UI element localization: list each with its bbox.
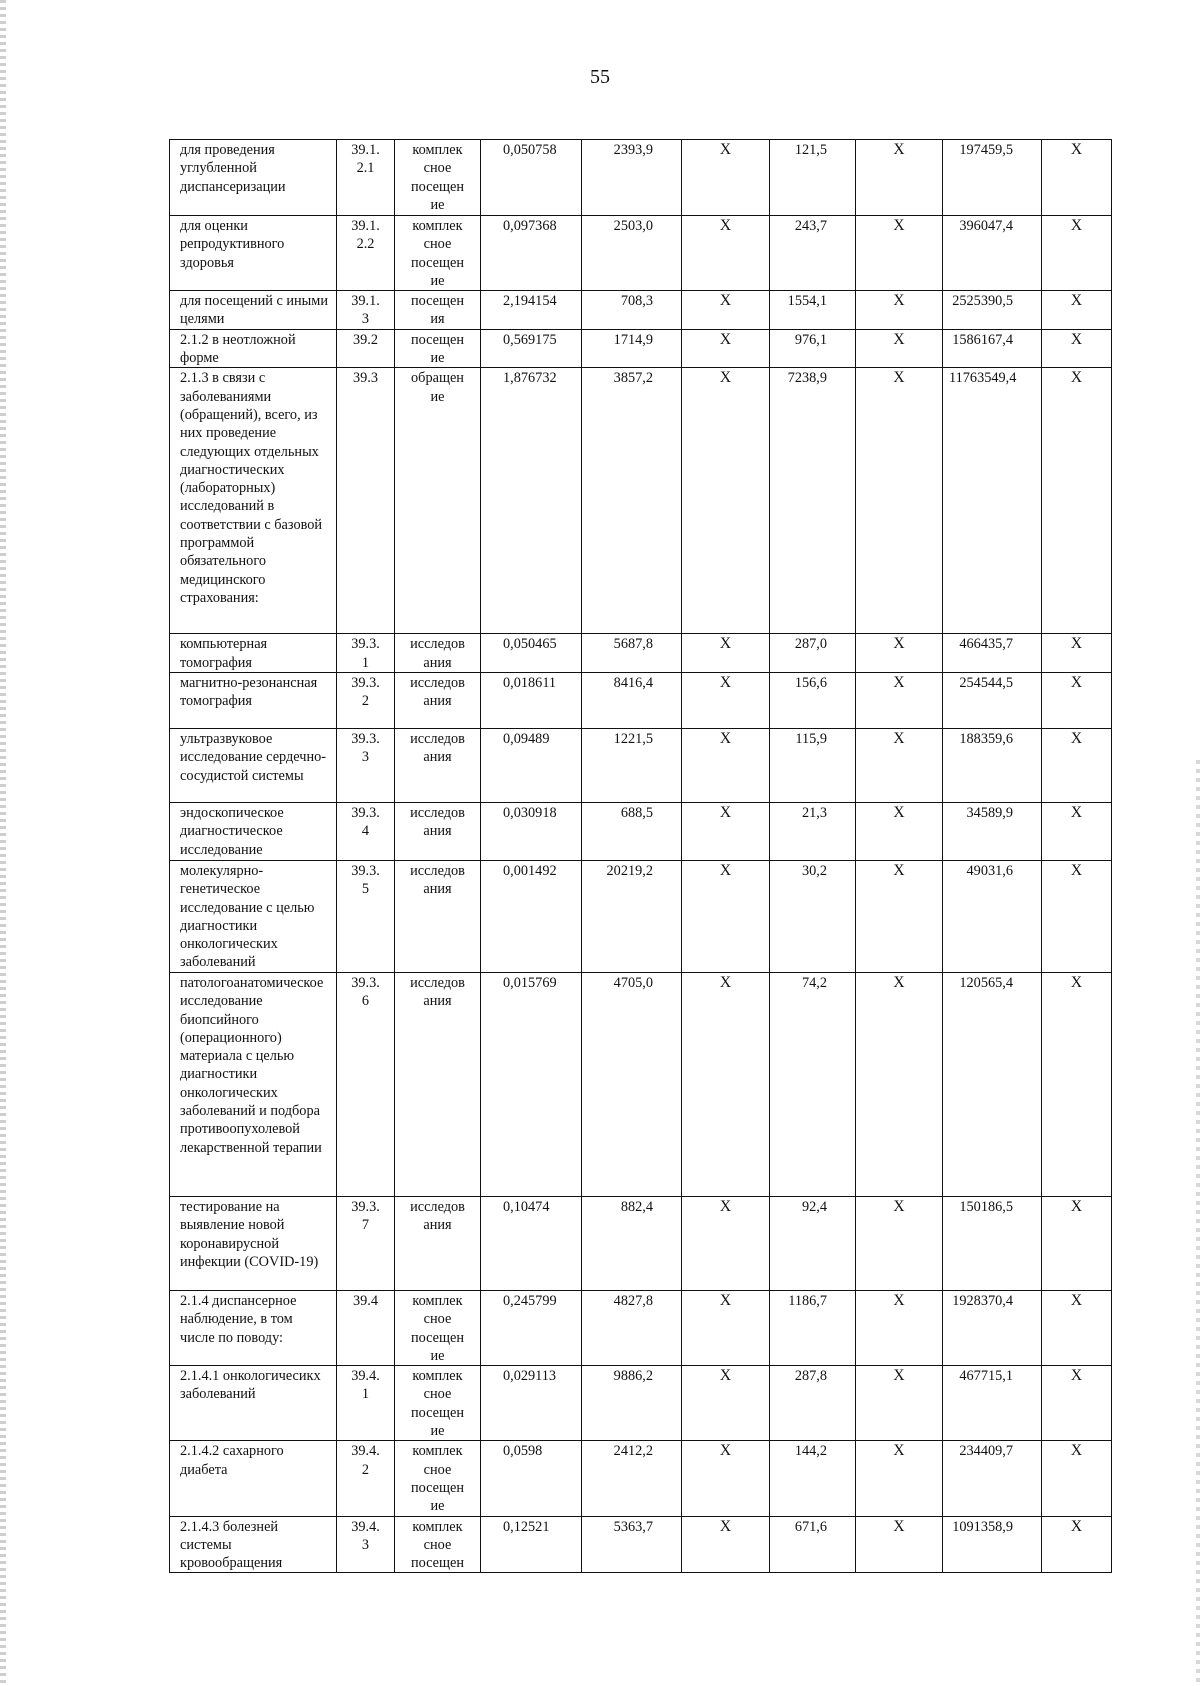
row-value-cell: 976,1: [770, 329, 856, 368]
row-total-cell: 11763549,4: [943, 368, 1042, 634]
row-cost-cell: 2393,9: [582, 140, 682, 216]
row-norm-cell: 0,10474: [481, 1196, 582, 1290]
row-total-cell: 150186,5: [943, 1196, 1042, 1290]
table-row: [170, 634, 1112, 673]
row-cost-cell: 4705,0: [582, 972, 682, 1196]
row-unit-cell: исследов ания: [395, 728, 481, 802]
row-code-cell: 39.4: [337, 1290, 395, 1365]
row-name-cell: 2.1.4 диспансерное наблюдение, в том числе по поводу:: [170, 1290, 337, 1365]
row-name-cell: 2.1.3 в связи с заболеваниями (обращений), всего, из них проведение следующих отдельных диагностических (лабораторных) исследований в соответствии с базовой программой обязательного медицинского страхования:: [170, 368, 337, 634]
row-total-cell: 1928370,4: [943, 1290, 1042, 1365]
row-value-cell: 287,0: [770, 634, 856, 673]
table-row: [170, 1441, 1112, 1516]
row-norm-cell: 0,001492: [481, 860, 582, 972]
row-total-cell: 1091358,9: [943, 1516, 1042, 1573]
row-x-cell: Х: [682, 329, 770, 368]
page-number: 55: [590, 66, 610, 88]
row-code-cell: 39.3. 3: [337, 728, 395, 802]
table-row: [170, 1290, 1112, 1365]
row-unit-cell: обращен ие: [395, 368, 481, 634]
row-x-cell: Х: [856, 1441, 943, 1516]
row-total-cell: 234409,7: [943, 1441, 1042, 1516]
row-code-cell: 39.1. 2.2: [337, 216, 395, 291]
row-x-cell: Х: [682, 634, 770, 673]
row-x-cell: Х: [682, 140, 770, 216]
row-value-cell: 1554,1: [770, 291, 856, 330]
row-norm-cell: 0,569175: [481, 329, 582, 368]
row-name-cell: компьютерная томография: [170, 634, 337, 673]
row-x-cell: Х: [856, 860, 943, 972]
row-value-cell: 243,7: [770, 216, 856, 291]
row-code-cell: 39.3: [337, 368, 395, 634]
row-x-cell: Х: [856, 1366, 943, 1441]
row-total-cell: 49031,6: [943, 860, 1042, 972]
row-value-cell: 1186,7: [770, 1290, 856, 1365]
row-x-cell: Х: [856, 634, 943, 673]
row-total-cell: 120565,4: [943, 972, 1042, 1196]
row-x-cell: Х: [856, 368, 943, 634]
row-x-cell: Х: [1042, 972, 1112, 1196]
row-x-cell: Х: [1042, 802, 1112, 860]
row-norm-cell: 0,12521: [481, 1516, 582, 1573]
row-norm-cell: 0,09489: [481, 728, 582, 802]
row-x-cell: Х: [682, 1196, 770, 1290]
row-norm-cell: 0,050758: [481, 140, 582, 216]
row-name-cell: 2.1.4.1 онкологичесикх заболеваний: [170, 1366, 337, 1441]
row-norm-cell: 2,194154: [481, 291, 582, 330]
row-x-cell: Х: [682, 728, 770, 802]
row-name-cell: 2.1.2 в неотложной форме: [170, 329, 337, 368]
row-cost-cell: 1221,5: [582, 728, 682, 802]
row-norm-cell: 0,015769: [481, 972, 582, 1196]
row-code-cell: 39.4. 1: [337, 1366, 395, 1441]
row-name-cell: для оценки репродуктивного здоровья: [170, 216, 337, 291]
row-total-cell: 254544,5: [943, 672, 1042, 728]
row-name-cell: патологоанатомическое исследование биопсийного (операционного) материала с целью диагностики онкологических заболеваний и подбора противоопухолевой лекарственной терапии: [170, 972, 337, 1196]
row-x-cell: Х: [1042, 1516, 1112, 1573]
row-code-cell: 39.1. 2.1: [337, 140, 395, 216]
row-code-cell: 39.4. 2: [337, 1441, 395, 1516]
row-cost-cell: 2503,0: [582, 216, 682, 291]
row-name-cell: ультразвуковое исследование сердечно-сосудистой системы: [170, 728, 337, 802]
row-total-cell: 188359,6: [943, 728, 1042, 802]
row-x-cell: Х: [682, 972, 770, 1196]
row-x-cell: Х: [682, 1441, 770, 1516]
row-norm-cell: 0,245799: [481, 1290, 582, 1365]
row-value-cell: 21,3: [770, 802, 856, 860]
row-x-cell: Х: [1042, 728, 1112, 802]
row-x-cell: Х: [1042, 140, 1112, 216]
row-cost-cell: 2412,2: [582, 1441, 682, 1516]
row-value-cell: 30,2: [770, 860, 856, 972]
row-cost-cell: 5687,8: [582, 634, 682, 673]
row-value-cell: 156,6: [770, 672, 856, 728]
row-value-cell: 7238,9: [770, 368, 856, 634]
row-code-cell: 39.3. 7: [337, 1196, 395, 1290]
row-x-cell: Х: [682, 216, 770, 291]
row-code-cell: 39.3. 6: [337, 972, 395, 1196]
row-unit-cell: комплек сное посещен ие: [395, 1441, 481, 1516]
row-code-cell: 39.3. 5: [337, 860, 395, 972]
table-row: [170, 329, 1112, 368]
row-norm-cell: 0,050465: [481, 634, 582, 673]
row-unit-cell: комплек сное посещен ие: [395, 140, 481, 216]
row-unit-cell: комплек сное посещен: [395, 1516, 481, 1573]
row-x-cell: Х: [1042, 860, 1112, 972]
row-unit-cell: комплек сное посещен ие: [395, 216, 481, 291]
row-x-cell: Х: [856, 672, 943, 728]
row-cost-cell: 4827,8: [582, 1290, 682, 1365]
row-cost-cell: 3857,2: [582, 368, 682, 634]
row-x-cell: Х: [856, 1516, 943, 1573]
row-name-cell: 2.1.4.3 болезней системы кровообращения: [170, 1516, 337, 1573]
table-row: [170, 216, 1112, 291]
data-table: [169, 139, 1112, 1573]
table-row: [170, 1516, 1112, 1573]
row-total-cell: 1586167,4: [943, 329, 1042, 368]
row-x-cell: Х: [1042, 634, 1112, 673]
row-unit-cell: исследов ания: [395, 802, 481, 860]
table-row: [170, 672, 1112, 728]
row-total-cell: 197459,5: [943, 140, 1042, 216]
row-total-cell: 467715,1: [943, 1366, 1042, 1441]
row-name-cell: эндоскопическое диагностическое исследование: [170, 802, 337, 860]
row-x-cell: Х: [682, 860, 770, 972]
table-row: [170, 972, 1112, 1196]
row-norm-cell: 0,097368: [481, 216, 582, 291]
table-row: [170, 1366, 1112, 1441]
row-value-cell: 671,6: [770, 1516, 856, 1573]
row-value-cell: 121,5: [770, 140, 856, 216]
row-x-cell: Х: [856, 329, 943, 368]
row-x-cell: Х: [856, 728, 943, 802]
row-code-cell: 39.1. 3: [337, 291, 395, 330]
row-x-cell: Х: [1042, 1290, 1112, 1365]
row-code-cell: 39.2: [337, 329, 395, 368]
row-unit-cell: комплек сное посещен ие: [395, 1366, 481, 1441]
table-row: [170, 728, 1112, 802]
row-total-cell: 34589,9: [943, 802, 1042, 860]
row-unit-cell: посещен ие: [395, 329, 481, 368]
row-value-cell: 287,8: [770, 1366, 856, 1441]
row-code-cell: 39.3. 4: [337, 802, 395, 860]
row-x-cell: Х: [1042, 216, 1112, 291]
row-norm-cell: 0,018611: [481, 672, 582, 728]
row-x-cell: Х: [856, 216, 943, 291]
row-unit-cell: исследов ания: [395, 1196, 481, 1290]
row-x-cell: Х: [682, 1366, 770, 1441]
row-x-cell: Х: [1042, 672, 1112, 728]
row-x-cell: Х: [856, 1290, 943, 1365]
row-x-cell: Х: [682, 1516, 770, 1573]
row-unit-cell: исследов ания: [395, 634, 481, 673]
row-x-cell: Х: [856, 291, 943, 330]
row-cost-cell: 9886,2: [582, 1366, 682, 1441]
table-row: [170, 291, 1112, 330]
row-x-cell: Х: [682, 802, 770, 860]
row-x-cell: Х: [856, 802, 943, 860]
row-value-cell: 115,9: [770, 728, 856, 802]
row-value-cell: 74,2: [770, 972, 856, 1196]
row-x-cell: Х: [1042, 1196, 1112, 1290]
row-name-cell: магнитно-резонансная томография: [170, 672, 337, 728]
row-total-cell: 396047,4: [943, 216, 1042, 291]
table-body: [170, 140, 1112, 1573]
row-unit-cell: исследов ания: [395, 972, 481, 1196]
row-norm-cell: 0,029113: [481, 1366, 582, 1441]
row-code-cell: 39.3. 1: [337, 634, 395, 673]
row-x-cell: Х: [856, 972, 943, 1196]
row-cost-cell: 688,5: [582, 802, 682, 860]
row-x-cell: Х: [856, 140, 943, 216]
row-x-cell: Х: [1042, 368, 1112, 634]
row-norm-cell: 1,876732: [481, 368, 582, 634]
table-row: [170, 860, 1112, 972]
row-name-cell: для посещений с иными целями: [170, 291, 337, 330]
row-x-cell: Х: [1042, 291, 1112, 330]
row-name-cell: молекулярно-генетическое исследование с целью диагностики онкологических заболеваний: [170, 860, 337, 972]
row-cost-cell: 8416,4: [582, 672, 682, 728]
row-norm-cell: 0,0598: [481, 1441, 582, 1516]
row-code-cell: 39.4. 3: [337, 1516, 395, 1573]
table-row: [170, 1196, 1112, 1290]
row-total-cell: 2525390,5: [943, 291, 1042, 330]
row-cost-cell: 1714,9: [582, 329, 682, 368]
row-x-cell: Х: [1042, 1366, 1112, 1441]
table-row: [170, 368, 1112, 634]
row-cost-cell: 882,4: [582, 1196, 682, 1290]
row-cost-cell: 708,3: [582, 291, 682, 330]
row-name-cell: тестирование на выявление новой коронавирусной инфекции (COVID-19): [170, 1196, 337, 1290]
row-name-cell: для проведения углубленной диспансеризации: [170, 140, 337, 216]
row-norm-cell: 0,030918: [481, 802, 582, 860]
scan-edge-right: [1196, 760, 1200, 1686]
row-cost-cell: 5363,7: [582, 1516, 682, 1573]
row-code-cell: 39.3. 2: [337, 672, 395, 728]
row-x-cell: Х: [682, 672, 770, 728]
row-total-cell: 466435,7: [943, 634, 1042, 673]
row-x-cell: Х: [856, 1196, 943, 1290]
row-name-cell: 2.1.4.2 сахарного диабета: [170, 1441, 337, 1516]
row-x-cell: Х: [682, 368, 770, 634]
row-unit-cell: комплек сное посещен ие: [395, 1290, 481, 1365]
scan-edge-left: [0, 0, 6, 1686]
row-x-cell: Х: [682, 291, 770, 330]
row-value-cell: 92,4: [770, 1196, 856, 1290]
row-unit-cell: исследов ания: [395, 672, 481, 728]
row-unit-cell: исследов ания: [395, 860, 481, 972]
row-x-cell: Х: [1042, 329, 1112, 368]
row-x-cell: Х: [1042, 1441, 1112, 1516]
row-unit-cell: посещен ия: [395, 291, 481, 330]
table-row: [170, 140, 1112, 216]
row-x-cell: Х: [682, 1290, 770, 1365]
table-row: [170, 802, 1112, 860]
row-cost-cell: 20219,2: [582, 860, 682, 972]
row-value-cell: 144,2: [770, 1441, 856, 1516]
